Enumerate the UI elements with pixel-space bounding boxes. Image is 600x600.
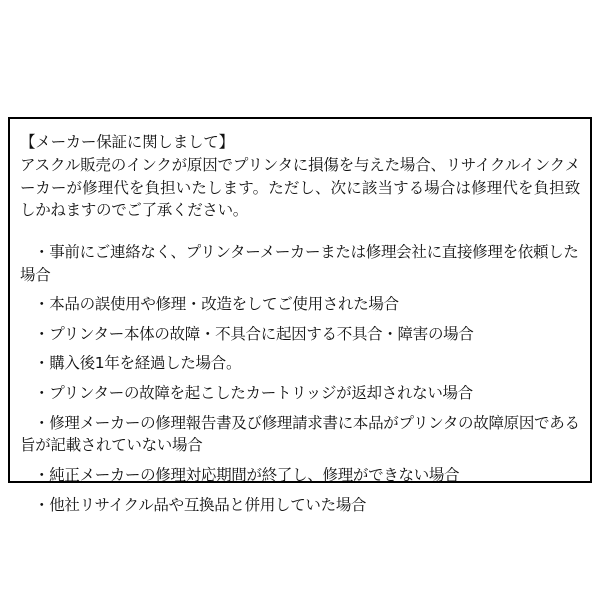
warranty-notice-box	[8, 117, 592, 514]
list-item	[20, 464, 580, 487]
spacer	[20, 222, 580, 241]
list-item	[20, 494, 580, 517]
list-item-text: ・他社リサイクル品や互換品と併用していた場合	[34, 495, 367, 514]
list-item	[20, 382, 580, 405]
list-item-text: ・純正メーカーの修理対応期間が終了し、修理ができない場合	[34, 465, 460, 484]
list-item	[20, 323, 580, 346]
list-item	[20, 412, 580, 457]
list-item-text: ・購入後1年を経過した場合。	[34, 354, 242, 373]
list-item-text: ・修理メーカーの修理報告書及び修理請求書に本品がプリンタの故障原因である旨が記載されていない場合	[20, 413, 580, 455]
exclusion-list	[20, 241, 580, 516]
list-item-text: ・事前にご連絡なく、プリンターメーカーまたは修理会社に直接修理を依頼した場合	[20, 242, 579, 284]
list-item-text: ・本品の誤使用や修理・改造をしてご使用された場合	[34, 295, 399, 314]
list-item	[20, 241, 580, 286]
notice-heading: 【メーカー保証に関しまして】	[20, 133, 234, 151]
list-item	[20, 352, 580, 375]
list-item-text: ・プリンター本体の故障・不具合に起因する不具合・障害の場合	[34, 324, 474, 343]
notice-paragraph: アスクル販売のインクが原因でプリンタに損傷を与えた場合、リサイクルインクメーカーが修理代を負担いたします。ただし、次に該当する場合は修理代を負担致しかねますのでご了承ください。	[20, 156, 580, 220]
list-item-text: ・プリンターの故障を起こしたカートリッジが返却されない場合	[34, 384, 473, 402]
list-item	[20, 293, 580, 316]
